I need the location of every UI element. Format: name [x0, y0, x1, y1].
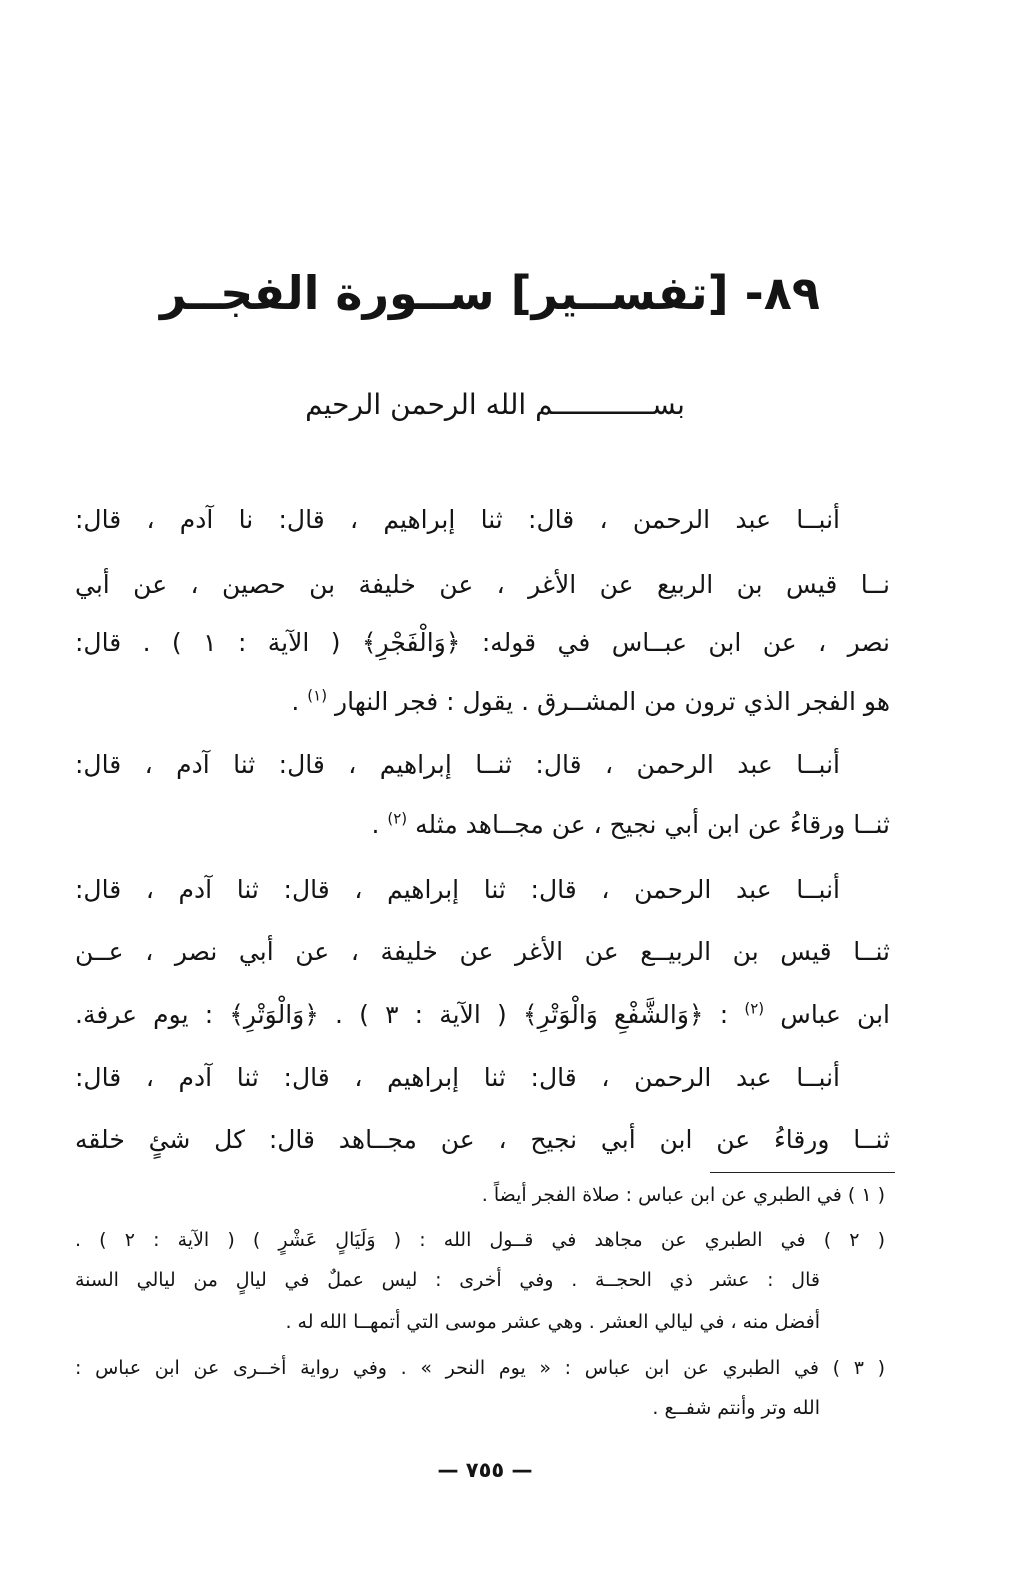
- body-line-text: ثنــا قيس بن الربيــع عن الأغر عن خليفة ، عن أبي نصر ، عــن: [75, 937, 890, 966]
- body-line: [75, 805, 890, 845]
- body-line-text: : ﴿وَالشَّفْعِ وَالْوَتْرِ﴾ ( الآية : ٣ ) . ﴿وَالْوَتْرِ﴾ : يوم عرفة.: [75, 1000, 729, 1029]
- body-line: [75, 1120, 890, 1160]
- body-line-text: ابن عباس: [780, 1000, 890, 1029]
- page-number: — ٧٥٥ —: [437, 1458, 533, 1482]
- footnote-line: ( ١ ) في الطبري عن ابن عباس : صلاة الفجر أيضاً .: [481, 1184, 885, 1206]
- footnote-separator: [710, 1172, 895, 1173]
- body-line: [75, 995, 890, 1035]
- body-line-text: ثنــا ورقاءُ عن ابن أبي نجيح ، عن مجــاهد مثله: [415, 810, 890, 839]
- body-line: [75, 870, 840, 910]
- footnote-line: أفضل منه ، في ليالي العشر . وهي عشر موسى التي أتمهــا الله له .: [285, 1311, 820, 1333]
- body-line-text: أنبــا عبد الرحمن ، قال: ثنا إبراهيم ، قال: ثنا آدم ، قال:: [75, 875, 840, 904]
- body-line-text: هو الفجر الذي ترون من المشــرق . يقول : فجر النهار: [335, 687, 890, 716]
- basmala: بســــــــــــم الله الرحمن الرحيم: [305, 388, 685, 421]
- body-line: [75, 682, 890, 722]
- body-line-text: أنبــا عبد الرحمن ، قال: ثنــا إبراهيم ، قال: ثنا آدم ، قال:: [75, 750, 840, 779]
- footnote-ref: (١): [307, 686, 328, 705]
- body-line-text: نــا قيس بن الربيع عن الأغر ، عن خليفة بن حصين ، عن أبي: [75, 570, 890, 599]
- footnote-ref: (٢): [744, 999, 765, 1018]
- body-line-text: .: [371, 810, 380, 839]
- footnote-line: ( ٢ ) في الطبري عن مجاهد في قــول الله : ( وَلَيَالٍ عَشْرٍ ) ( الآية : ٢ ) .: [75, 1229, 886, 1251]
- body-line: [75, 745, 840, 785]
- body-line: [75, 1058, 840, 1098]
- footnote-ref: (٢): [387, 809, 408, 828]
- body-line: [75, 565, 890, 605]
- body-line-text: أنبــا عبد الرحمن ، قال: ثنا إبراهيم ، قال: ثنا آدم ، قال:: [75, 1063, 840, 1092]
- body-line-text: .: [291, 687, 300, 716]
- body-line: [75, 932, 890, 972]
- body-line-text: أنبــا عبد الرحمن ، قال: ثنا إبراهيم ، قال: نا آدم ، قال:: [75, 505, 840, 534]
- body-line-text: ثنــا ورقاءُ عن ابن أبي نجيح ، عن مجــاهد قال: كل شئٍ خلقه: [75, 1125, 890, 1154]
- footnote-line: ( ٣ ) في الطبري عن ابن عباس : « يوم النحر » . وفي رواية أخــرى عن ابن عباس :: [75, 1357, 885, 1379]
- footnote-line: الله وتر وأنتم شفــع .: [652, 1397, 820, 1419]
- body-line: [75, 623, 890, 663]
- body-line: [75, 500, 840, 540]
- footnote-line: قال : عشر ذي الحجــة . وفي أخرى : ليس عملٌ في ليالٍ من ليالي السنة: [75, 1269, 820, 1291]
- page-title: ٨٩- [تفســير] ســورة الفجــر: [160, 266, 820, 320]
- body-line-text: نصر ، عن ابن عبــاس في قوله: ﴿وَالْفَجْرِ﴾ ( الآية : ١ ) . قال:: [75, 628, 891, 657]
